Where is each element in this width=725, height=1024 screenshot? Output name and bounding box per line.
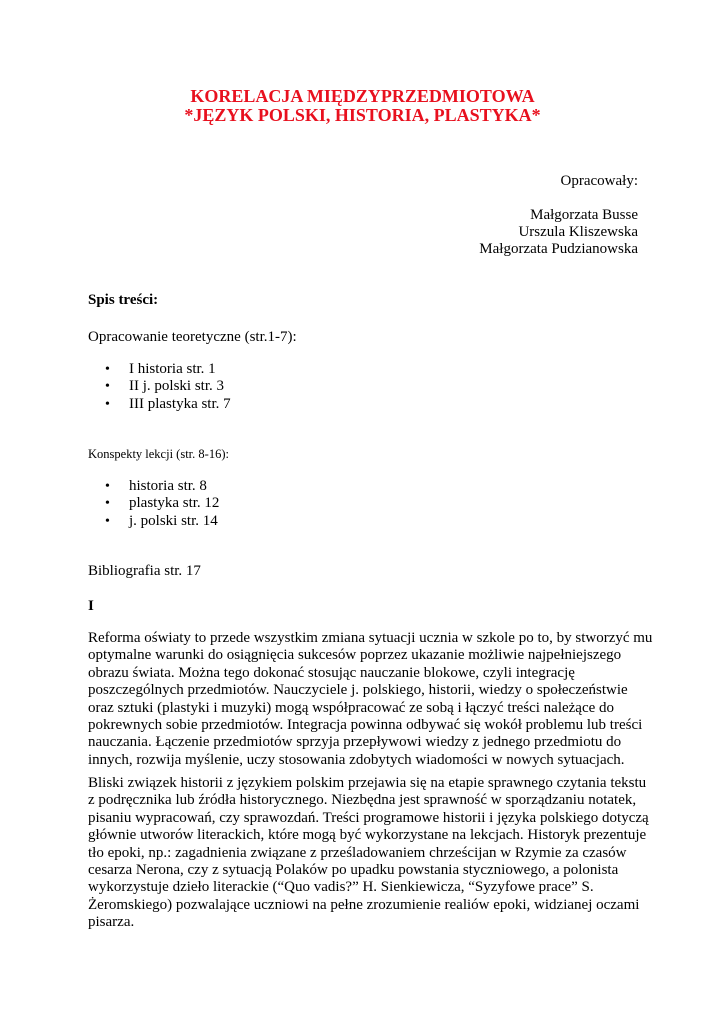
toc-theory-heading: Opracowanie teoretyczne (str.1-7): — [88, 329, 297, 345]
author-name: Małgorzata Busse — [530, 207, 638, 223]
bullet-icon: • — [105, 396, 110, 412]
paragraph-line: nauczania. Łączenie przedmiotów sprzyja przepływowi wiedzy z jednego przedmiotu do — [88, 734, 622, 751]
paragraph-1 — [88, 630, 653, 769]
title-line-1: KORELACJA MIĘDZYPRZEDMIOTOWA — [190, 86, 535, 106]
list-item-text: j. polski str. 14 — [129, 512, 218, 529]
list-item — [105, 513, 219, 530]
toc-heading: Spis treści: — [88, 292, 159, 308]
paragraph-2 — [88, 775, 648, 932]
bullet-icon: • — [105, 479, 110, 494]
authors-block — [479, 173, 638, 258]
author-name: Urszula Kliszewska — [518, 224, 638, 240]
list-item — [105, 495, 219, 512]
bullet-icon: • — [105, 379, 110, 395]
bullet-icon: • — [105, 496, 110, 512]
list-item-text: II j. polski str. 3 — [129, 378, 225, 395]
list-item — [105, 378, 231, 395]
list-item-text: plastyka str. 12 — [129, 495, 220, 512]
paragraph-line: z podręcznika lub źródła historycznego. Niezbędna jest sprawność w sporządzaniu notatek, — [88, 792, 637, 809]
paragraph-line: poszczególnych przedmiotów. Nauczyciele j. polskiego, historii, wiedzy o społeczeństwie — [88, 682, 628, 699]
toc-bibliography: Bibliografia str. 17 — [88, 563, 201, 579]
paragraph-line: wykorzystuje dzieło literackie (“Quo vadis?” H. Sienkiewicza, “Syzyfowe prace” S. — [88, 879, 594, 896]
paragraph-line: tło epoki, np.: zagadnienia związane z prześladowaniem chrześcijan w Rzymie za czasów — [88, 844, 627, 861]
list-item — [105, 396, 231, 413]
bullet-icon: • — [105, 513, 110, 529]
author-name: Małgorzata Pudzianowska — [479, 241, 638, 257]
paragraph-line: oraz sztuki (plastyki i muzyki) mogą współpracować ze sobą i łączyć treści należące do — [88, 699, 615, 716]
paragraph-line: pokrewnych sobie przedmiotów. Integracja powinna odbywać się wokół problemu lub treści — [88, 717, 643, 734]
toc-theory-list — [105, 361, 231, 413]
paragraph-line: Reforma oświaty to przede wszystkim zmiana sytuacji ucznia w szkole po to, by stworzyć mu — [88, 630, 653, 646]
document-title — [0, 87, 725, 125]
paragraph-line: obrazu świata. Można tego dokonać stosując nauczanie blokowe, czyli integrację — [88, 664, 575, 681]
bullet-icon: • — [105, 362, 110, 377]
paragraph-line: pisaniu wypracowań, czy sprawozdań. Treści programowe historii i języka polskiego dotyczą — [88, 809, 649, 826]
paragraph-line: cesarza Nerona, czy z sytuacją Polaków po upadku powstania styczniowego, a polonista — [88, 862, 619, 879]
paragraph-line: Żeromskiego) pozwalające uczniowi na pełne zrozumienie realiów epoki, widzianej oczami — [88, 896, 640, 913]
paragraph-line: pisarza. — [88, 914, 135, 931]
list-item — [105, 361, 231, 378]
list-item-text: historia str. 8 — [129, 478, 207, 494]
section-number: I — [88, 598, 94, 614]
toc-lessons-heading: Konspekty lekcji (str. 8-16): — [88, 447, 229, 461]
list-item — [105, 478, 219, 495]
paragraph-line: optymalne warunki do osiągnięcia sukcesów poprzez ukazanie możliwie najpełniejszego — [88, 647, 622, 664]
list-item-text: I historia str. 1 — [129, 361, 216, 377]
toc-lessons-list — [105, 478, 219, 530]
list-item-text: III plastyka str. 7 — [129, 395, 231, 412]
paragraph-line: głównie utworów literackich, które mogą być wykorzystane na lekcjach. Historyk prezentuje — [88, 827, 647, 844]
title-line-2: *JĘZYK POLSKI, HISTORIA, PLASTYKA* — [184, 105, 541, 125]
authors-label: Opracowały: — [560, 173, 638, 189]
paragraph-line: innych, rozwija myślenie, uczy stosowania zdobytych wiadomości w nowych sytuacjach. — [88, 751, 625, 768]
paragraph-line: Bliski związek historii z językiem polskim przejawia się na etapie sprawnego czytania tekstu — [88, 775, 647, 791]
